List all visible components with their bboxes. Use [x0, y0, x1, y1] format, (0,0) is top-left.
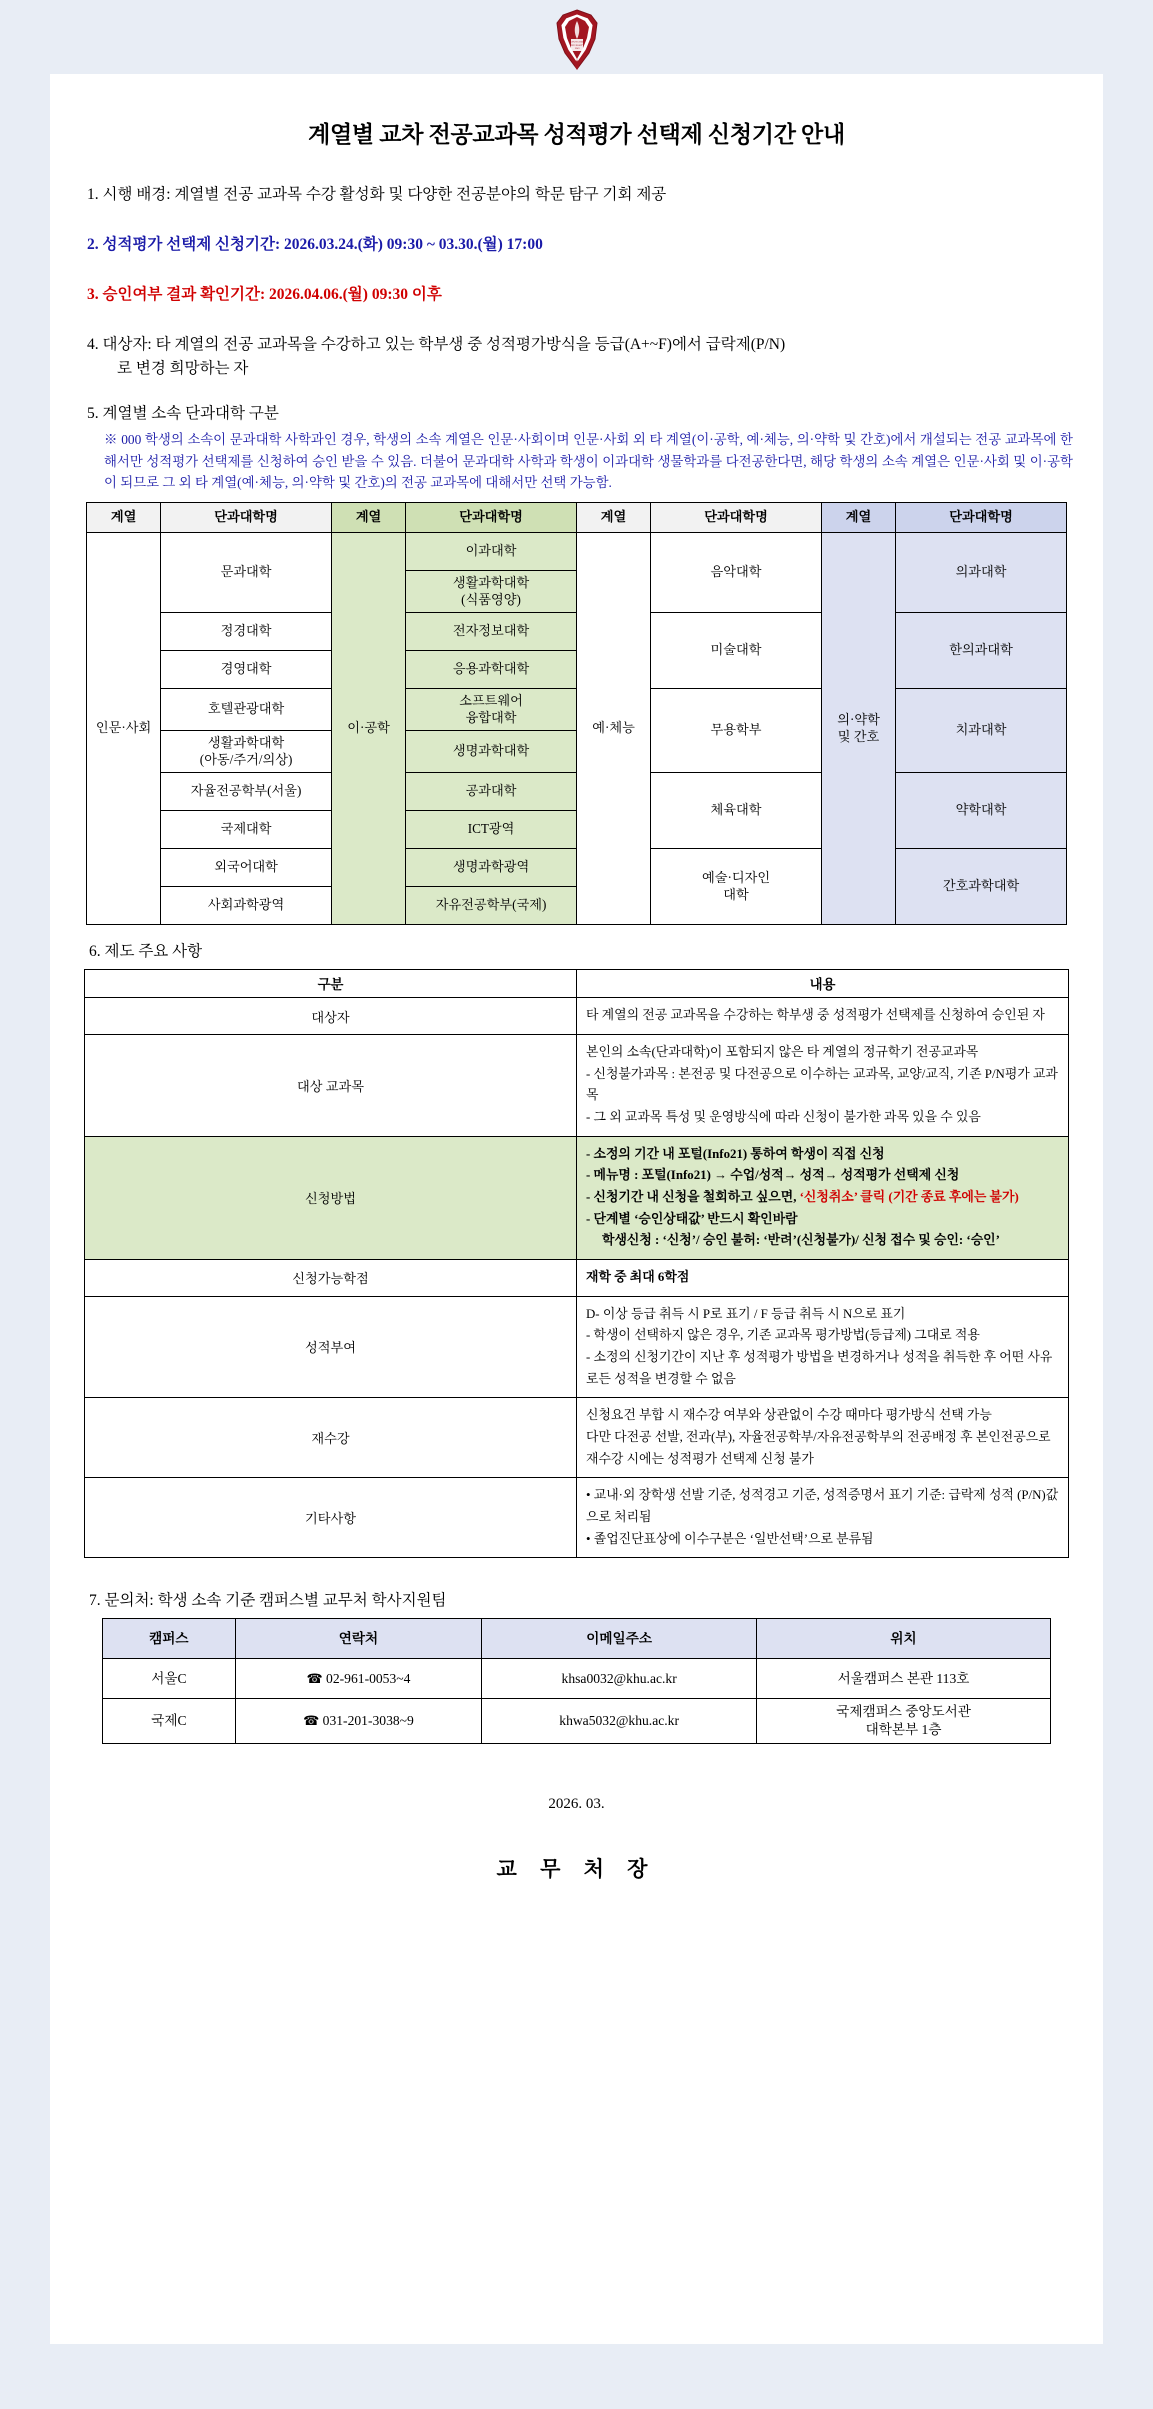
section-6-heading: 6. 제도 주요 사항 — [89, 943, 203, 961]
rules-content-line: 타 계열의 전공 교과목을 수강하는 학부생 중 성적평가 선택제를 신청하여 승인된 자 — [586, 1008, 1045, 1023]
col-header-series-1: 계열 — [87, 503, 161, 533]
rules-col-header-content: 내용 — [577, 970, 1069, 998]
rules-content-line: 재학 중 최대 6학점 — [586, 1269, 690, 1284]
rules-content-line: • 교내·외 장학생 선발 기준, 성적경고 기준, 성적증명서 표기 기준: 급락제 성적 (P/N)값으로 처리됨 — [586, 1488, 1059, 1524]
contact-header-row — [103, 1619, 1051, 1659]
rules-content-line: 다만 다전공 선발, 전과(부), 자율전공학부/자유전공학부의 전공배정 후 본인전공으로 재수강 시에는 성적평가 선택제 신청 불가 — [586, 1429, 1051, 1466]
contact-col-header-email: 이메일주소 — [482, 1619, 757, 1659]
col-header-college-1: 단과대학명 — [161, 503, 332, 533]
rules-table-body — [85, 998, 1069, 1558]
col-header-series-4: 계열 — [821, 503, 895, 533]
college-series-cell: 예·체능 — [576, 533, 650, 925]
rules-content-line: - 소정의 기간 내 포털(Info21) 통하여 학생이 직접 신청 — [586, 1146, 885, 1161]
crest-area — [0, 6, 1153, 74]
college-name-cell: 국제대학 — [161, 811, 332, 849]
college-name-cell: 약학대학 — [896, 773, 1067, 849]
college-name-cell: 의과대학 — [896, 533, 1067, 613]
col-header-series-2: 계열 — [331, 503, 405, 533]
rules-content-cell — [577, 1034, 1069, 1136]
rules-content-cell — [577, 998, 1069, 1035]
college-name-cell: 정경대학 — [161, 613, 332, 651]
college-name-cell: 자유전공학부(국제) — [406, 887, 577, 925]
college-name-cell: 생명과학광역 — [406, 849, 577, 887]
rules-content-line: - 그 외 교과목 특성 및 운영방식에 따라 신청이 불가한 과목 있을 수 있음 — [586, 1109, 981, 1124]
college-name-cell: 생활과학대학 (아동/주거/의상) — [161, 731, 332, 773]
rules-col-header-category: 구분 — [85, 970, 577, 998]
college-table-row — [87, 533, 1067, 571]
rules-content-line: - 소정의 신청기간이 지난 후 성적평가 방법을 변경하거나 성적을 취득한 후 어떤 사유로든 성적을 변경할 수 없음 — [586, 1349, 1053, 1386]
college-name-cell: 자율전공학부(서울) — [161, 773, 332, 811]
college-name-cell: 미술대학 — [651, 613, 822, 689]
rules-table-row — [85, 998, 1069, 1035]
rules-category-cell: 기타사항 — [85, 1478, 577, 1558]
rules-table-row — [85, 1259, 1069, 1296]
rules-content-line: D- 이상 등급 취득 시 P로 표기 / F 등급 취득 시 N으로 표기 — [586, 1306, 906, 1321]
college-name-cell: 공과대학 — [406, 773, 577, 811]
contact-phone-cell[interactable]: ☎ 031-201-3038~9 — [235, 1699, 481, 1743]
college-name-cell: 간호과학대학 — [896, 849, 1067, 925]
college-name-cell: 문과대학 — [161, 533, 332, 613]
contact-col-header-location: 위치 — [757, 1619, 1051, 1659]
college-name-cell: 전자정보대학 — [406, 613, 577, 651]
page-title: 계열별 교차 전공교과목 성적평가 선택제 신청기간 안내 — [308, 122, 845, 147]
rules-content-line: 학생신청 : ‘신청’/ 승인 불허: ‘반려’(신청불가)/ 신청 접수 및 승인: ‘승인’ — [602, 1233, 1000, 1248]
college-table-body — [87, 533, 1067, 925]
contact-col-header-phone: 연락처 — [235, 1619, 481, 1659]
rules-table-row — [85, 1136, 1069, 1259]
college-name-cell: 체육대학 — [651, 773, 822, 849]
college-name-cell: 경영대학 — [161, 651, 332, 689]
college-series-cell: 이·공학 — [331, 533, 405, 925]
university-crest-icon — [551, 9, 603, 71]
svg-text:1949: 1949 — [574, 47, 579, 50]
college-name-cell: 이과대학 — [406, 533, 577, 571]
rules-table-row — [85, 1034, 1069, 1136]
issue-date: 2026. 03. — [548, 1795, 605, 1812]
college-name-cell: 생활과학대학 (식품영양) — [406, 571, 577, 613]
college-name-cell: 응용과학대학 — [406, 651, 577, 689]
rules-content-line: 신청요건 부합 시 재수강 여부와 상관없이 수강 때마다 평가방식 선택 가능 — [586, 1408, 992, 1423]
contact-table-wrap — [74, 1618, 1079, 1743]
rules-content-cell — [577, 1296, 1069, 1398]
rules-table-row — [85, 1478, 1069, 1558]
college-series-cell: 의·약학 및 간호 — [821, 533, 895, 925]
rules-content-cell — [577, 1136, 1069, 1259]
rules-category-cell: 대상 교과목 — [85, 1034, 577, 1136]
college-table-header-row — [87, 503, 1067, 533]
college-name-cell: 생명과학대학 — [406, 731, 577, 773]
rules-header-row — [85, 970, 1069, 998]
rules-content-line: - 학생이 선택하지 않은 경우, 기존 교과목 평가방법(등급제) 그대로 적용 — [586, 1328, 980, 1343]
rules-category-cell: 대상자 — [85, 998, 577, 1035]
rules-category-cell: 재수강 — [85, 1398, 577, 1478]
contact-location-cell: 국제캠퍼스 중앙도서관 대학본부 1층 — [757, 1699, 1051, 1743]
rules-content-line: - 단계별 ‘승인상태값’ 반드시 확인바람 — [586, 1211, 798, 1226]
signature-line: 교 무 처 장 — [496, 1856, 657, 1881]
rules-content-cell — [577, 1259, 1069, 1296]
college-name-cell: 외국어대학 — [161, 849, 332, 887]
clause-eligibility-line1: 4. 대상자: 타 계열의 전공 교과목을 수강하고 있는 학부생 중 성적평가방식을 등급(A+~F)에서 급락제(P/N) — [87, 336, 786, 354]
contact-table — [102, 1618, 1051, 1743]
contact-campus-cell: 국제C — [103, 1699, 236, 1743]
college-name-cell: 음악대학 — [651, 533, 822, 613]
rules-category-cell: 신청방법 — [85, 1136, 577, 1259]
college-name-cell: 한의과대학 — [896, 613, 1067, 689]
svg-text:KYUNG HEE: KYUNG HEE — [569, 40, 584, 44]
clause-eligibility — [74, 333, 1079, 381]
telephone-icon: ☎ — [306, 1670, 323, 1686]
college-name-cell: 호텔관광대학 — [161, 689, 332, 731]
college-name-cell: 무용학부 — [651, 689, 822, 773]
section-5-heading: 5. 계열별 소속 단과대학 구분 — [87, 405, 279, 423]
col-header-college-2: 단과대학명 — [406, 503, 577, 533]
rules-category-cell: 신청가능학점 — [85, 1259, 577, 1296]
rules-content-line: - 신청불가과목 : 본전공 및 다전공으로 이수하는 교과목, 교양/교직, 기존 P/N평가 교과목 — [586, 1066, 1058, 1103]
rules-content-line: • 졸업진단표상에 이수구분은 ‘일반선택’으로 분류됨 — [586, 1531, 874, 1546]
college-name-cell: 사회과학광역 — [161, 887, 332, 925]
rules-content-line: 본인의 소속(단과대학)이 포함되지 않은 타 계열의 정규학기 전공교과목 — [586, 1044, 979, 1059]
rules-table-row — [85, 1398, 1069, 1478]
document-sheet — [50, 74, 1103, 2344]
contact-email-cell[interactable]: khwa5032@khu.ac.kr — [482, 1699, 757, 1743]
contact-col-header-campus: 캠퍼스 — [103, 1619, 236, 1659]
col-header-series-3: 계열 — [576, 503, 650, 533]
college-classification-table — [86, 502, 1067, 925]
rules-table-row — [85, 1296, 1069, 1398]
rules-cancel-warning: ‘신청취소’ 클릭 (기간 종료 후에는 불가) — [799, 1189, 1019, 1204]
college-name-cell: 예술·디자인 대학 — [651, 849, 822, 925]
rules-content-cell — [577, 1478, 1069, 1558]
clause-background: 1. 시행 배경: 계열별 전공 교과목 수강 활성화 및 다양한 전공분야의 학문 탐구 기회 제공 — [87, 186, 667, 203]
rules-table-wrap — [74, 969, 1079, 1558]
contact-email-cell[interactable]: khsa0032@khu.ac.kr — [482, 1659, 757, 1699]
col-header-college-3: 단과대학명 — [651, 503, 822, 533]
contact-table-row — [103, 1699, 1051, 1743]
clause-application-period: 2. 성적평가 선택제 신청기간: 2026.03.24.(화) 09:30 ~ 03.30.(월) 17:00 — [87, 236, 543, 254]
college-series-cell: 인문·사회 — [87, 533, 161, 925]
college-table-wrap — [74, 502, 1079, 925]
col-header-college-4: 단과대학명 — [896, 503, 1067, 533]
contact-phone-cell[interactable]: ☎ 02-961-0053~4 — [235, 1659, 481, 1699]
svg-text:UNIVERSITY: UNIVERSITY — [569, 43, 584, 47]
section-7-heading: 7. 문의처: 학생 소속 기준 캠퍼스별 교무처 학사지원팀 — [89, 1592, 447, 1610]
rules-content-line: - 메뉴명 : 포털(Info21) → 수업/성적→ 성적→ 성적평가 선택제 신청 — [586, 1168, 960, 1183]
contact-table-row — [103, 1659, 1051, 1699]
college-name-cell: ICT광역 — [406, 811, 577, 849]
contact-campus-cell: 서울C — [103, 1659, 236, 1699]
rules-content-line: - 신청기간 내 신청을 철회하고 싶으면, ‘신청취소’ 클릭 (기간 종료 후에는 불가) — [586, 1189, 1019, 1204]
clause-result-period: 3. 승인여부 결과 확인기간: 2026.04.06.(월) 09:30 이후 — [87, 286, 442, 304]
rules-content-cell — [577, 1398, 1069, 1478]
program-rules-table — [84, 969, 1069, 1558]
rules-category-cell: 성적부여 — [85, 1296, 577, 1398]
telephone-icon: ☎ — [303, 1713, 320, 1729]
clause-eligibility-line2: 로 변경 희망하는 자 — [117, 360, 249, 378]
college-name-cell: 치과대학 — [896, 689, 1067, 773]
contact-table-body — [103, 1659, 1051, 1743]
contact-location-cell: 서울캠퍼스 본관 113호 — [757, 1659, 1051, 1699]
college-name-cell: 소프트웨어 융합대학 — [406, 689, 577, 731]
section-5-note: ※ 000 학생의 소속이 문과대학 사학과인 경우, 학생의 소속 계열은 인문·사회이며 인문·사회 외 타 계열(이·공학, 예·체능, 의·약학 및 간호)에서 개설되는 전공 교과목에 한해서만 성적평가 선택제를 신청하여 승인 받을 수 있음. 더불어 문과대학 사학과 학생이 이과대학 생물학과를 다전공한다면, 해당 학생의 소속 계열은 인문·사회 및 이·공학이 되므로 그 외 타 계열(예·체능, 의·약학 및 간호)의 전공 교과목에 대해서만 선택 가능함. — [104, 432, 1073, 491]
